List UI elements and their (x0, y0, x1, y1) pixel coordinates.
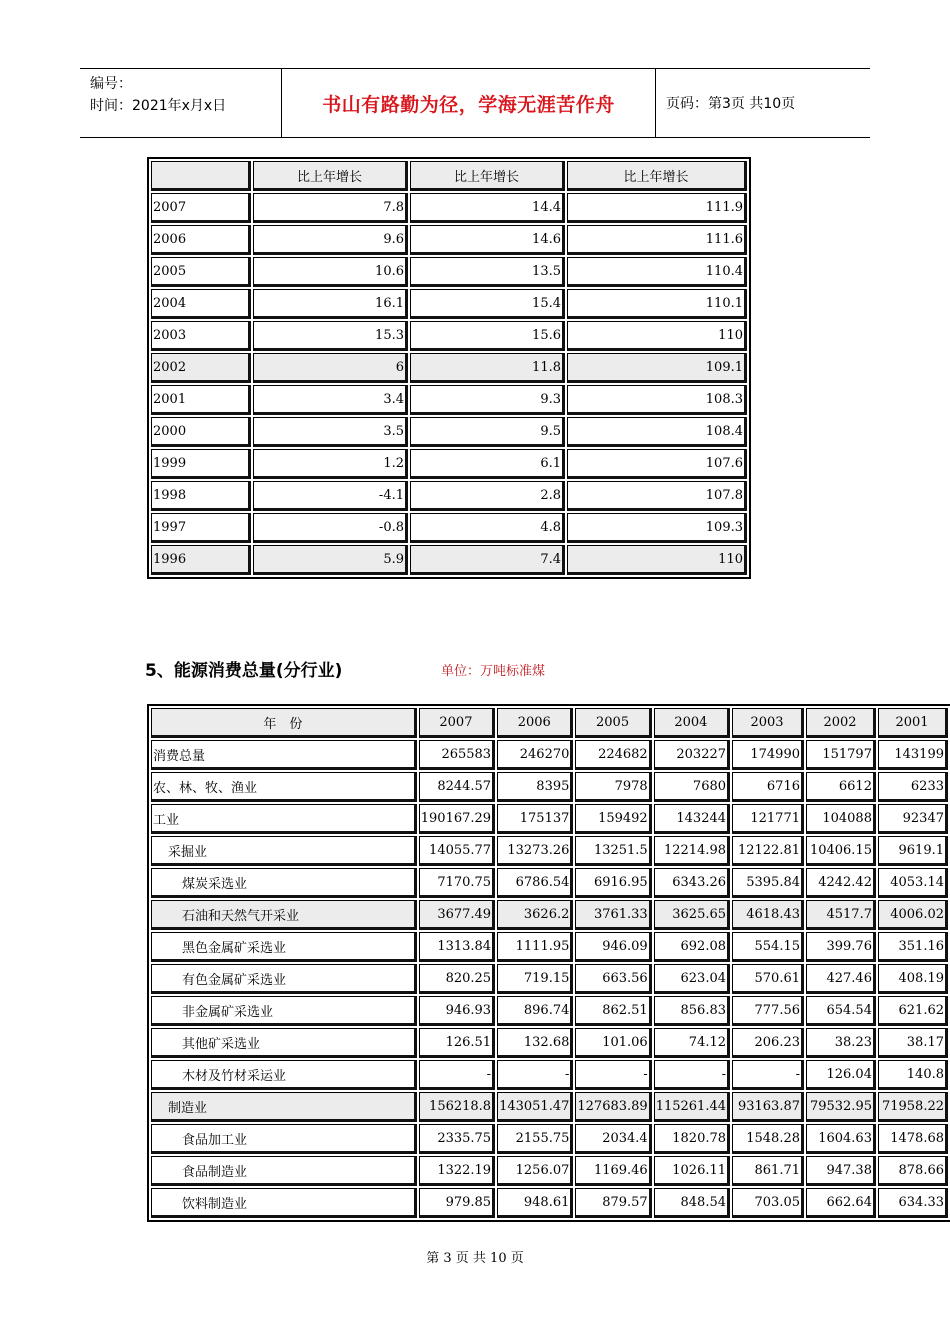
value-cell: 110.1 (567, 289, 747, 319)
sector-label: 有色金属矿采选业 (151, 964, 417, 994)
value-cell: 126.04 (806, 1060, 876, 1090)
sector-label: 木材及竹材采运业 (151, 1060, 417, 1090)
value-cell: 1169.46 (575, 1156, 651, 1186)
energy-consumption-grid (149, 706, 950, 1220)
value-cell: 692.08 (654, 932, 730, 962)
value-cell: 15.3 (253, 321, 408, 351)
year-cell: 2007 (151, 193, 251, 223)
table-row (151, 1060, 948, 1090)
value-cell: 621.62 (878, 996, 948, 1026)
value-cell: 663.56 (575, 964, 651, 994)
value-cell: 92347 (878, 804, 948, 834)
value-cell: 104088 (806, 804, 876, 834)
value-cell: 140.8 (878, 1060, 948, 1090)
value-cell: 107.8 (567, 481, 747, 511)
energy-consumption-table (147, 704, 950, 1222)
value-cell: - (732, 1060, 804, 1090)
value-cell: 110 (567, 321, 747, 351)
growth-table (147, 157, 751, 579)
value-cell: 109.1 (567, 353, 747, 383)
value-cell: 879.57 (575, 1188, 651, 1218)
value-cell: 634.33 (878, 1188, 948, 1218)
sector-label: 工业 (151, 804, 417, 834)
table-row (151, 417, 747, 447)
table-row (151, 513, 747, 543)
value-cell: 190167.29 (419, 804, 495, 834)
table-row (151, 193, 747, 223)
value-cell: 108.3 (567, 385, 747, 415)
value-cell: 121771 (732, 804, 804, 834)
value-cell: 8244.57 (419, 772, 495, 802)
year-cell: 2004 (151, 289, 251, 319)
value-cell: 143199 (878, 740, 948, 770)
year-cell: 1997 (151, 513, 251, 543)
value-cell: 1478.68 (878, 1124, 948, 1154)
value-cell: 111.9 (567, 193, 747, 223)
value-cell: 554.15 (732, 932, 804, 962)
value-cell: 38.23 (806, 1028, 876, 1058)
sector-label: 煤炭采选业 (151, 868, 417, 898)
year-cell: 1996 (151, 545, 251, 575)
value-cell: 6786.54 (497, 868, 573, 898)
value-cell: 947.38 (806, 1156, 876, 1186)
table-row (151, 257, 747, 287)
value-cell: 126.51 (419, 1028, 495, 1058)
value-cell: 654.54 (806, 996, 876, 1026)
value-cell: 7.4 (410, 545, 565, 575)
page-footer: 第 3 页 共 10 页 (426, 1251, 524, 1266)
value-cell: 4242.42 (806, 868, 876, 898)
value-cell: 946.93 (419, 996, 495, 1026)
column-header: 2003 (732, 708, 804, 738)
value-cell: 127683.89 (575, 1092, 651, 1122)
value-cell: 6 (253, 353, 408, 383)
table-row (151, 289, 747, 319)
value-cell: 4053.14 (878, 868, 948, 898)
sector-label: 采掘业 (151, 836, 417, 866)
year-cell: 2000 (151, 417, 251, 447)
value-cell: 2.8 (410, 481, 565, 511)
value-cell: 1111.95 (497, 932, 573, 962)
value-cell: 246270 (497, 740, 573, 770)
value-cell: 3626.2 (497, 900, 573, 930)
value-cell: 848.54 (654, 1188, 730, 1218)
document-date: 时间：2021年x月x日 (90, 98, 227, 114)
value-cell: 79532.95 (806, 1092, 876, 1122)
value-cell: 2034.4 (575, 1124, 651, 1154)
value-cell: 143244 (654, 804, 730, 834)
value-cell: 6233 (878, 772, 948, 802)
value-cell: 3761.33 (575, 900, 651, 930)
table-row (151, 772, 948, 802)
sector-label: 非金属矿采选业 (151, 996, 417, 1026)
value-cell: 8395 (497, 772, 573, 802)
year-cell: 2003 (151, 321, 251, 351)
column-header: 比上年增长 (410, 161, 565, 191)
value-cell: 14055.77 (419, 836, 495, 866)
value-cell: 820.25 (419, 964, 495, 994)
value-cell: 427.46 (806, 964, 876, 994)
column-header: 2001 (878, 708, 948, 738)
value-cell: - (419, 1060, 495, 1090)
year-cell: 2005 (151, 257, 251, 287)
value-cell: 4517.7 (806, 900, 876, 930)
value-cell: 174990 (732, 740, 804, 770)
value-cell: 1820.78 (654, 1124, 730, 1154)
sector-label: 饮料制造业 (151, 1188, 417, 1218)
value-cell: 703.05 (732, 1188, 804, 1218)
value-cell: 1322.19 (419, 1156, 495, 1186)
value-cell: 570.61 (732, 964, 804, 994)
table-row (151, 804, 948, 834)
value-cell: 862.51 (575, 996, 651, 1026)
sector-label: 石油和天然气开采业 (151, 900, 417, 930)
table-row (151, 900, 948, 930)
value-cell: 9.5 (410, 417, 565, 447)
value-cell: 15.6 (410, 321, 565, 351)
value-cell: 156218.8 (419, 1092, 495, 1122)
value-cell: 7.8 (253, 193, 408, 223)
value-cell: 5395.84 (732, 868, 804, 898)
section-unit: 单位：万吨标准煤 (441, 664, 546, 679)
table-row (151, 225, 747, 255)
value-cell: 16.1 (253, 289, 408, 319)
table-row (151, 964, 948, 994)
table-row (151, 1124, 948, 1154)
value-cell: - (575, 1060, 651, 1090)
table-row (151, 321, 747, 351)
value-cell: 1548.28 (732, 1124, 804, 1154)
column-header: 2007 (419, 708, 495, 738)
value-cell: 12122.81 (732, 836, 804, 866)
value-cell: 115261.44 (654, 1092, 730, 1122)
value-cell: 9.6 (253, 225, 408, 255)
table-row (151, 1028, 948, 1058)
sector-label: 其他矿采选业 (151, 1028, 417, 1058)
column-header: 比上年增长 (567, 161, 747, 191)
table-row (151, 353, 747, 383)
document-number: 编号： (90, 76, 132, 92)
value-cell: 14.4 (410, 193, 565, 223)
table-row (151, 481, 747, 511)
value-cell: 4006.02 (878, 900, 948, 930)
value-cell: 11.8 (410, 353, 565, 383)
value-cell: 13273.26 (497, 836, 573, 866)
value-cell: 2155.75 (497, 1124, 573, 1154)
value-cell: 159492 (575, 804, 651, 834)
value-cell: 7170.75 (419, 868, 495, 898)
value-cell: 143051.47 (497, 1092, 573, 1122)
sector-label: 农、林、牧、渔业 (151, 772, 417, 802)
value-cell: 979.85 (419, 1188, 495, 1218)
header-motto: 书山有路勤为径，学海无涯苦作舟 (322, 93, 615, 116)
sector-label: 食品制造业 (151, 1156, 417, 1186)
value-cell: 13251.5 (575, 836, 651, 866)
value-cell: 1026.11 (654, 1156, 730, 1186)
sector-label: 黑色金属矿采选业 (151, 932, 417, 962)
sector-label: 食品加工业 (151, 1124, 417, 1154)
table-row (151, 385, 747, 415)
value-cell: -4.1 (253, 481, 408, 511)
table-row (151, 1092, 948, 1122)
sector-label: 制造业 (151, 1092, 417, 1122)
value-cell: 206.23 (732, 1028, 804, 1058)
header-page-info: 页码：第3页 共10页 (666, 96, 796, 112)
table-row (151, 932, 948, 962)
value-cell: 896.74 (497, 996, 573, 1026)
column-header (151, 161, 251, 191)
value-cell: -0.8 (253, 513, 408, 543)
year-cell: 1998 (151, 481, 251, 511)
value-cell: 399.76 (806, 932, 876, 962)
table-row (151, 868, 948, 898)
value-cell: 408.19 (878, 964, 948, 994)
value-cell: 3.4 (253, 385, 408, 415)
value-cell: 948.61 (497, 1188, 573, 1218)
table-row (151, 449, 747, 479)
value-cell: 265583 (419, 740, 495, 770)
column-header: 比上年增长 (253, 161, 408, 191)
value-cell: 224682 (575, 740, 651, 770)
value-cell: 38.17 (878, 1028, 948, 1058)
value-cell: 856.83 (654, 996, 730, 1026)
value-cell: 110.4 (567, 257, 747, 287)
section-title: 5、能源消费总量(分行业) (145, 661, 343, 681)
value-cell: 2335.75 (419, 1124, 495, 1154)
value-cell: 719.15 (497, 964, 573, 994)
value-cell: 10.6 (253, 257, 408, 287)
value-cell: 6612 (806, 772, 876, 802)
value-cell: 4.8 (410, 513, 565, 543)
value-cell: 12214.98 (654, 836, 730, 866)
energy-table-header-row (151, 708, 948, 738)
value-cell: 662.64 (806, 1188, 876, 1218)
table-row (151, 740, 948, 770)
value-cell: 111.6 (567, 225, 747, 255)
value-cell: 3677.49 (419, 900, 495, 930)
column-header: 年 份 (151, 708, 417, 738)
value-cell: 74.12 (654, 1028, 730, 1058)
year-cell: 1999 (151, 449, 251, 479)
page-header (80, 68, 870, 138)
value-cell: 9619.1 (878, 836, 948, 866)
value-cell: 203227 (654, 740, 730, 770)
value-cell: 1.2 (253, 449, 408, 479)
value-cell: 6916.95 (575, 868, 651, 898)
value-cell: 6716 (732, 772, 804, 802)
table-row (151, 1188, 948, 1218)
value-cell: 6.1 (410, 449, 565, 479)
value-cell: 132.68 (497, 1028, 573, 1058)
header-motto-cell (282, 69, 656, 137)
year-cell: 2001 (151, 385, 251, 415)
value-cell: 351.16 (878, 932, 948, 962)
growth-table-grid (149, 159, 749, 577)
value-cell: 4618.43 (732, 900, 804, 930)
value-cell: 15.4 (410, 289, 565, 319)
value-cell: 101.06 (575, 1028, 651, 1058)
value-cell: 14.6 (410, 225, 565, 255)
value-cell: 3625.65 (654, 900, 730, 930)
value-cell: 110 (567, 545, 747, 575)
value-cell: - (654, 1060, 730, 1090)
column-header: 2002 (806, 708, 876, 738)
sector-label: 消费总量 (151, 740, 417, 770)
table-row (151, 1156, 948, 1186)
column-header: 2004 (654, 708, 730, 738)
column-header: 2006 (497, 708, 573, 738)
header-meta (80, 69, 282, 137)
value-cell: 623.04 (654, 964, 730, 994)
value-cell: 93163.87 (732, 1092, 804, 1122)
value-cell: 1313.84 (419, 932, 495, 962)
value-cell: 861.71 (732, 1156, 804, 1186)
value-cell: 71958.22 (878, 1092, 948, 1122)
value-cell: 5.9 (253, 545, 408, 575)
value-cell: 1256.07 (497, 1156, 573, 1186)
value-cell: 109.3 (567, 513, 747, 543)
value-cell: 777.56 (732, 996, 804, 1026)
value-cell: 6343.26 (654, 868, 730, 898)
year-cell: 2006 (151, 225, 251, 255)
value-cell: 13.5 (410, 257, 565, 287)
column-header: 2005 (575, 708, 651, 738)
year-cell: 2002 (151, 353, 251, 383)
value-cell: - (497, 1060, 573, 1090)
value-cell: 1604.63 (806, 1124, 876, 1154)
value-cell: 108.4 (567, 417, 747, 447)
table-row (151, 836, 948, 866)
value-cell: 175137 (497, 804, 573, 834)
growth-table-header-row (151, 161, 747, 191)
value-cell: 3.5 (253, 417, 408, 447)
value-cell: 9.3 (410, 385, 565, 415)
table-row (151, 996, 948, 1026)
value-cell: 107.6 (567, 449, 747, 479)
value-cell: 878.66 (878, 1156, 948, 1186)
value-cell: 10406.15 (806, 836, 876, 866)
value-cell: 7978 (575, 772, 651, 802)
value-cell: 7680 (654, 772, 730, 802)
value-cell: 946.09 (575, 932, 651, 962)
value-cell: 151797 (806, 740, 876, 770)
table-row (151, 545, 747, 575)
